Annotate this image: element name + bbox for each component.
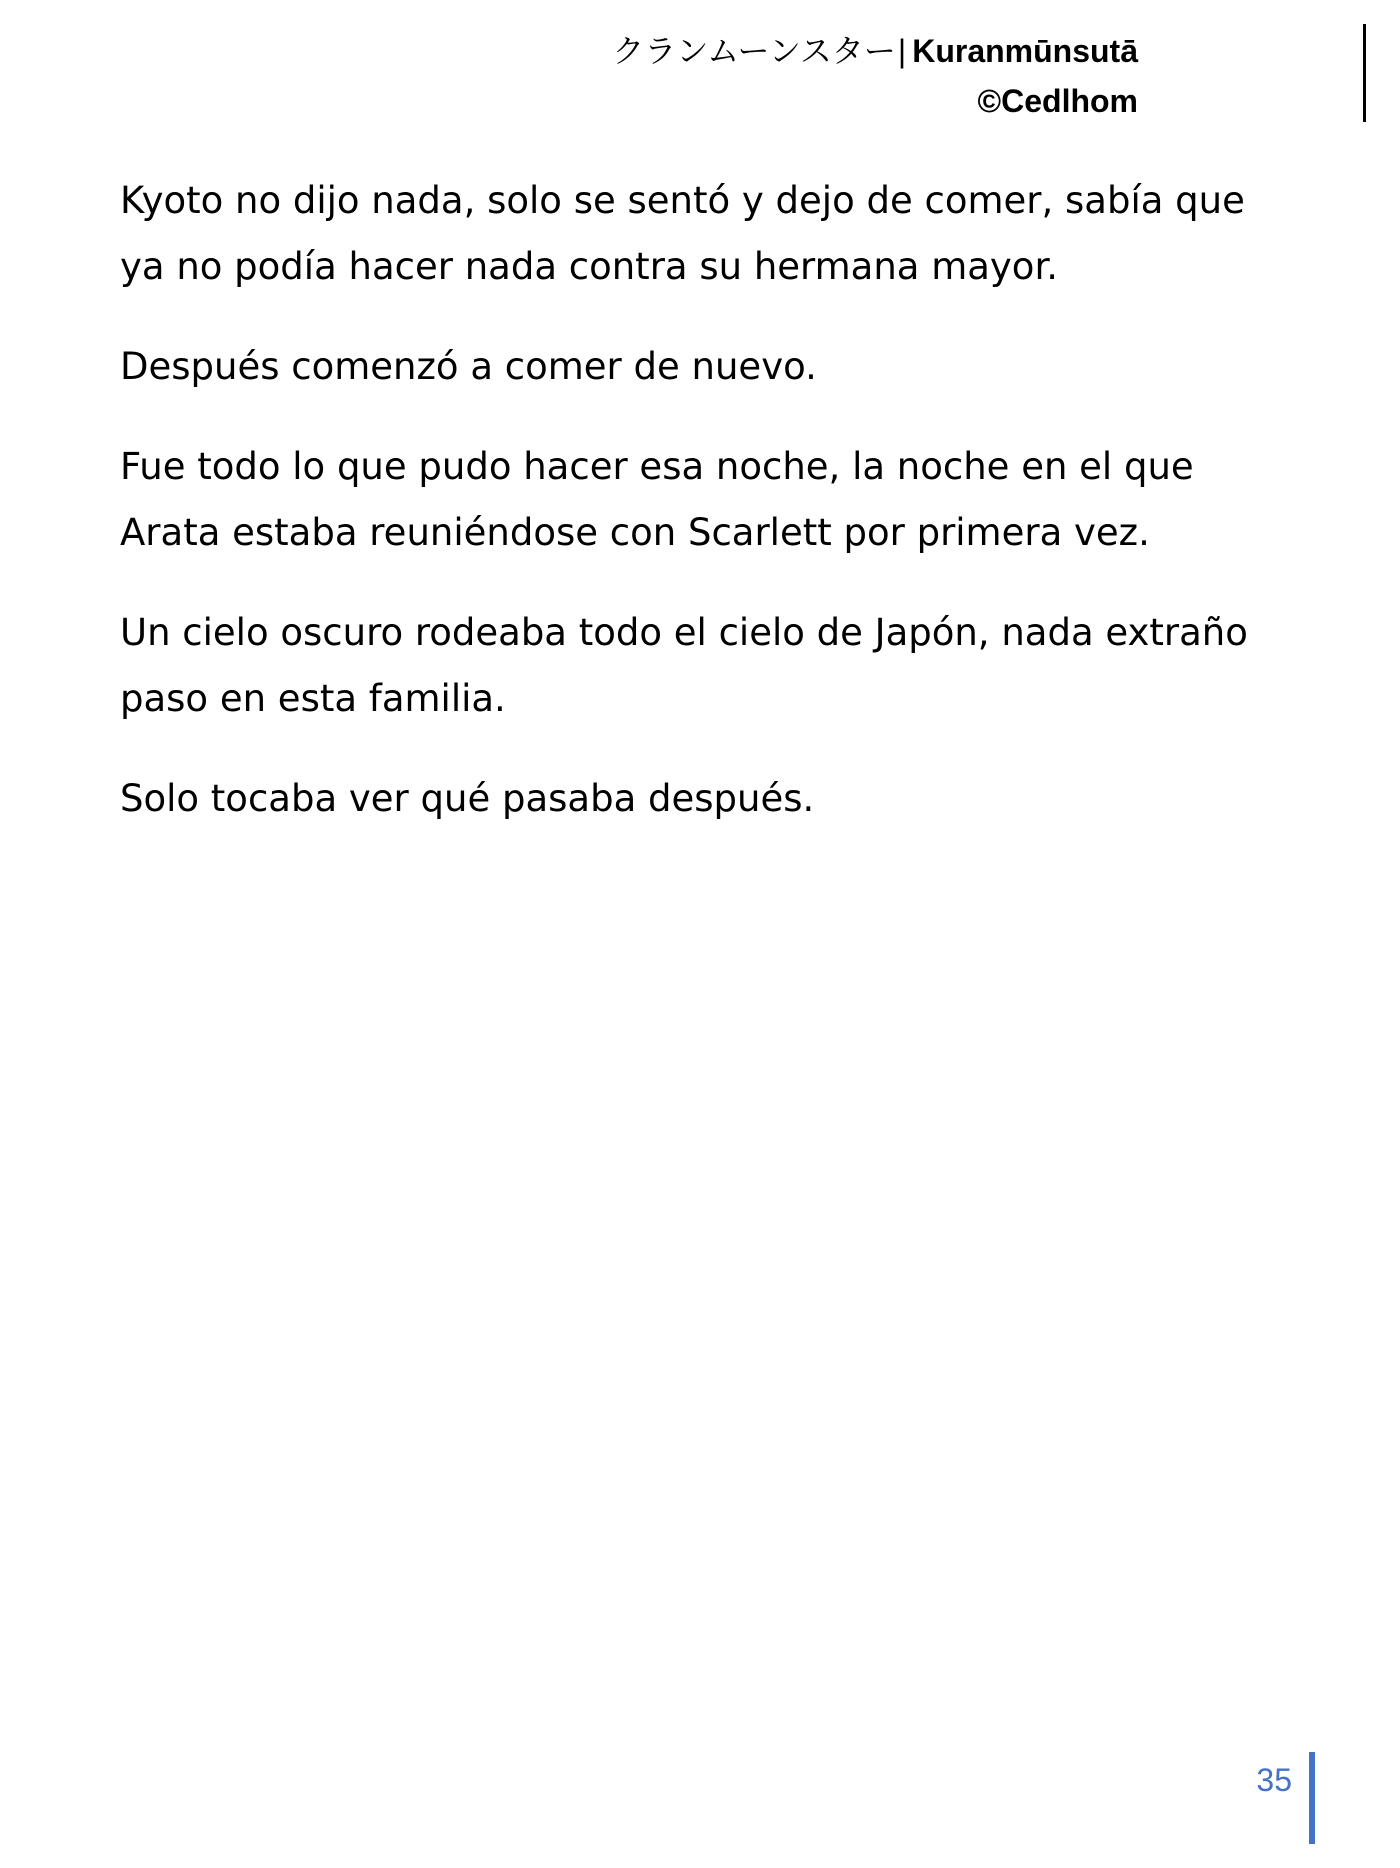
romaji-title: Kuranmūnsutā [912, 33, 1138, 69]
japanese-title: クランムーンスター [612, 32, 896, 70]
body-text [120, 168, 1300, 866]
page-number: 35 [1256, 1762, 1292, 1798]
paragraph: Solo tocaba ver qué pasaba después. [120, 777, 815, 820]
page-header [612, 26, 1138, 126]
header-divider [1363, 24, 1366, 122]
paragraph: Un cielo oscuro rodeaba todo el cielo de Japón, nada extraño paso en esta familia. [120, 611, 1248, 720]
header-title-line [612, 26, 1138, 76]
header-separator: | [897, 33, 907, 69]
copyright-notice: ©Cedlhom [977, 83, 1138, 119]
paragraph: Después comenzó a comer de nuevo. [120, 345, 817, 388]
paragraph: Kyoto no dijo nada, solo se sentó y dejo de comer, sabía que ya no podía hacer nada contra su hermana mayor. [120, 179, 1245, 288]
paragraph: Fue todo lo que pudo hacer esa noche, la noche en el que Arata estaba reuniéndose con Scarlett por primera vez. [120, 445, 1194, 554]
page-number-divider [1309, 1752, 1315, 1844]
